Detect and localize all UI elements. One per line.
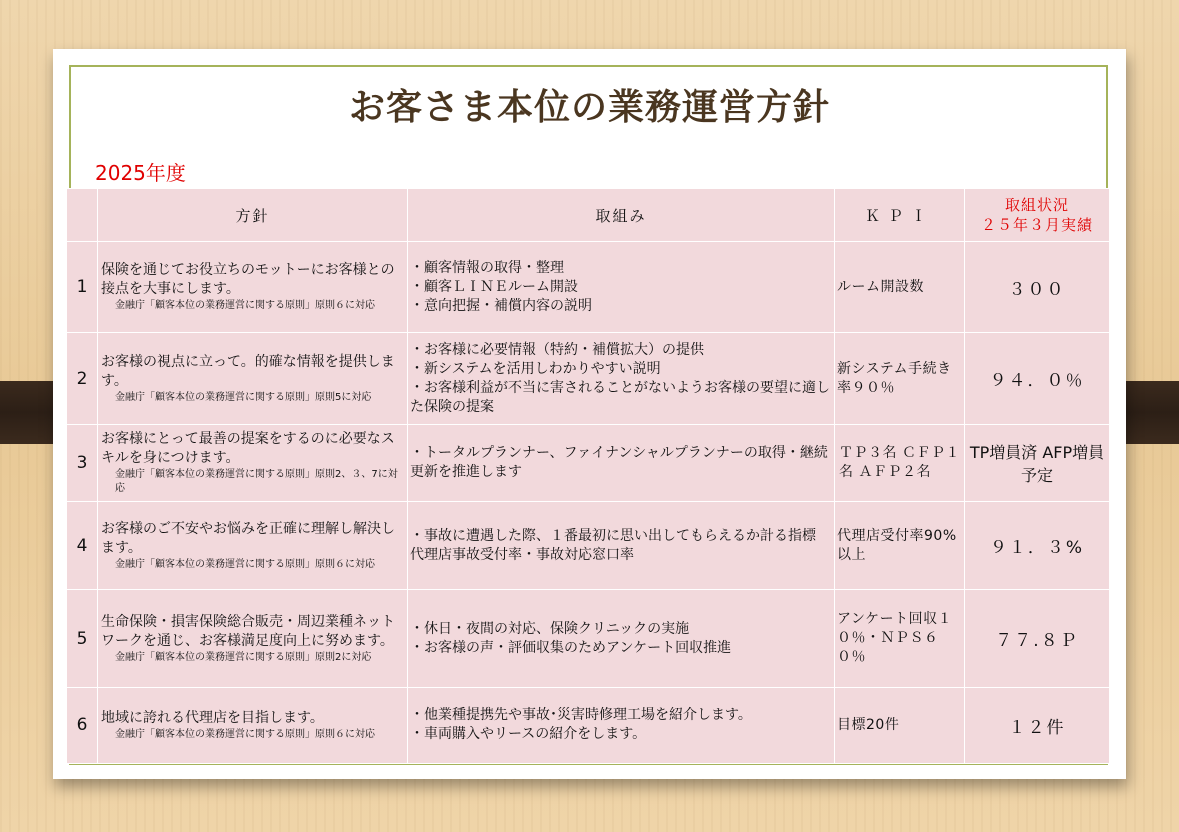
actions-cell	[408, 687, 835, 763]
action-item: ・他業種提携先や事故･災害時修理工場を紹介します。	[410, 707, 752, 724]
kpi-cell: アンケート回収１０％・ＮＰＳ６０％	[835, 590, 965, 687]
result-cell: ９４．０％	[965, 333, 1110, 424]
action-item: ・新システムを活用しわかりやすい説明	[410, 360, 661, 377]
kpi-cell: ルーム開設数	[835, 242, 965, 333]
kpi-cell: ＴＰ３名 ＣＦＰ１名 ＡＦＰ２名	[835, 424, 965, 501]
action-item: ・意向把握・補償内容の説明	[410, 297, 592, 314]
policy-note: 金融庁「顧客本位の業務運営に関する原則」原則5に対応	[115, 391, 372, 403]
header-status-line1: 取組状況	[1004, 196, 1069, 215]
policy-text: 地域に誇れる代理店を目指します。	[101, 709, 324, 726]
actions-cell	[408, 590, 835, 687]
slide	[53, 49, 1126, 779]
header-policy: 方針	[98, 189, 408, 242]
table-row	[67, 687, 1110, 763]
table-row	[67, 590, 1110, 687]
header-status-line2: ２５年３月実績	[980, 216, 1093, 235]
policy-cell	[98, 424, 408, 501]
policy-cell	[98, 242, 408, 333]
result-cell: ３００	[965, 242, 1110, 333]
policy-note: 金融庁「顧客本位の業務運営に関する原則」原則６に対応	[115, 728, 375, 740]
policy-note: 金融庁「顧客本位の業務運営に関する原則」原則６に対応	[115, 300, 375, 312]
action-item: ・お客様の声・評価収集のためアンケート回収推進	[410, 639, 732, 656]
policy-text: 保険を通じてお役立ちのモットーにお客様との接点を大事にします。	[101, 262, 395, 298]
actions-cell	[408, 502, 835, 590]
policy-note: 金融庁「顧客本位の業務運営に関する原則」原則６に対応	[115, 558, 375, 570]
policy-cell	[98, 687, 408, 763]
header-actions: 取組み	[408, 189, 835, 242]
action-item: ・顧客情報の取得・整理	[410, 259, 564, 276]
fiscal-year-label: 2025年度	[95, 161, 186, 185]
table-row	[67, 424, 1110, 501]
table-row	[67, 242, 1110, 333]
table-header-row	[67, 189, 1110, 242]
row-number: 6	[67, 687, 98, 763]
kpi-cell: 新システム手続き率９０％	[835, 333, 965, 424]
page-title: お客さま本位の業務運営方針	[348, 87, 830, 128]
policy-note: 金融庁「顧客本位の業務運営に関する原則」原則2、３、7に対応	[115, 468, 398, 494]
policy-cell	[98, 590, 408, 687]
policy-note: 金融庁「顧客本位の業務運営に関する原則」原則2に対応	[115, 651, 372, 663]
actions-cell	[408, 242, 835, 333]
row-number: 2	[67, 333, 98, 424]
header-no	[67, 189, 98, 242]
action-item: ・車両購入やリースの紹介をします。	[410, 726, 647, 743]
row-number: 1	[67, 242, 98, 333]
policy-cell	[98, 333, 408, 424]
result-cell: ７７.８Ｐ	[965, 590, 1110, 687]
actions-cell	[408, 333, 835, 424]
action-item: ・休日・夜間の対応、保険クリニックの実施	[410, 620, 690, 637]
header-kpi: ＫＰＩ	[835, 189, 965, 242]
kpi-cell: 代理店受付率90%以上	[835, 502, 965, 590]
policy-text: お客様のご不安やお悩みを正確に理解し解決します。	[101, 520, 395, 556]
row-number: 5	[67, 590, 98, 687]
table-row	[67, 502, 1110, 590]
result-cell: ９１．３%	[965, 502, 1110, 590]
policy-cell	[98, 502, 408, 590]
policy-table	[66, 188, 1110, 764]
action-item: ・顧客ＬＩＮＥルーム開設	[410, 278, 578, 295]
policy-text: 生命保険・損害保険総合販売・周辺業種ネットワークを通じ、お客様満足度向上に努めます。	[101, 613, 395, 649]
action-item: ・お客様に必要情報（特約・補償拡大）の提供	[410, 341, 704, 358]
kpi-cell: 目標20件	[835, 687, 965, 763]
policy-text: お客様の視点に立って。的確な情報を提供します。	[101, 353, 395, 389]
header-status	[965, 189, 1110, 242]
action-item: ・事故に遭遇した際、１番最初に思い出してもらえるか計る指標 代理店事故受付率・事故対応窓口率	[410, 527, 830, 563]
result-cell: TP増員済 AFP増員予定	[965, 424, 1110, 501]
action-item: ・お客様利益が不当に害されることがないようお客様の要望に適した保険の提案	[410, 379, 830, 415]
table-row	[67, 333, 1110, 424]
actions-cell	[408, 424, 835, 501]
action-item: ・トータルプランナー、ファイナンシャルプランナーの取得・継続更新を推進します	[410, 444, 828, 480]
row-number: 3	[67, 424, 98, 501]
policy-text: お客様にとって最善の提案をするのに必要なスキルを身につけます。	[101, 430, 395, 466]
row-number: 4	[67, 502, 98, 590]
result-cell: １２件	[965, 687, 1110, 763]
